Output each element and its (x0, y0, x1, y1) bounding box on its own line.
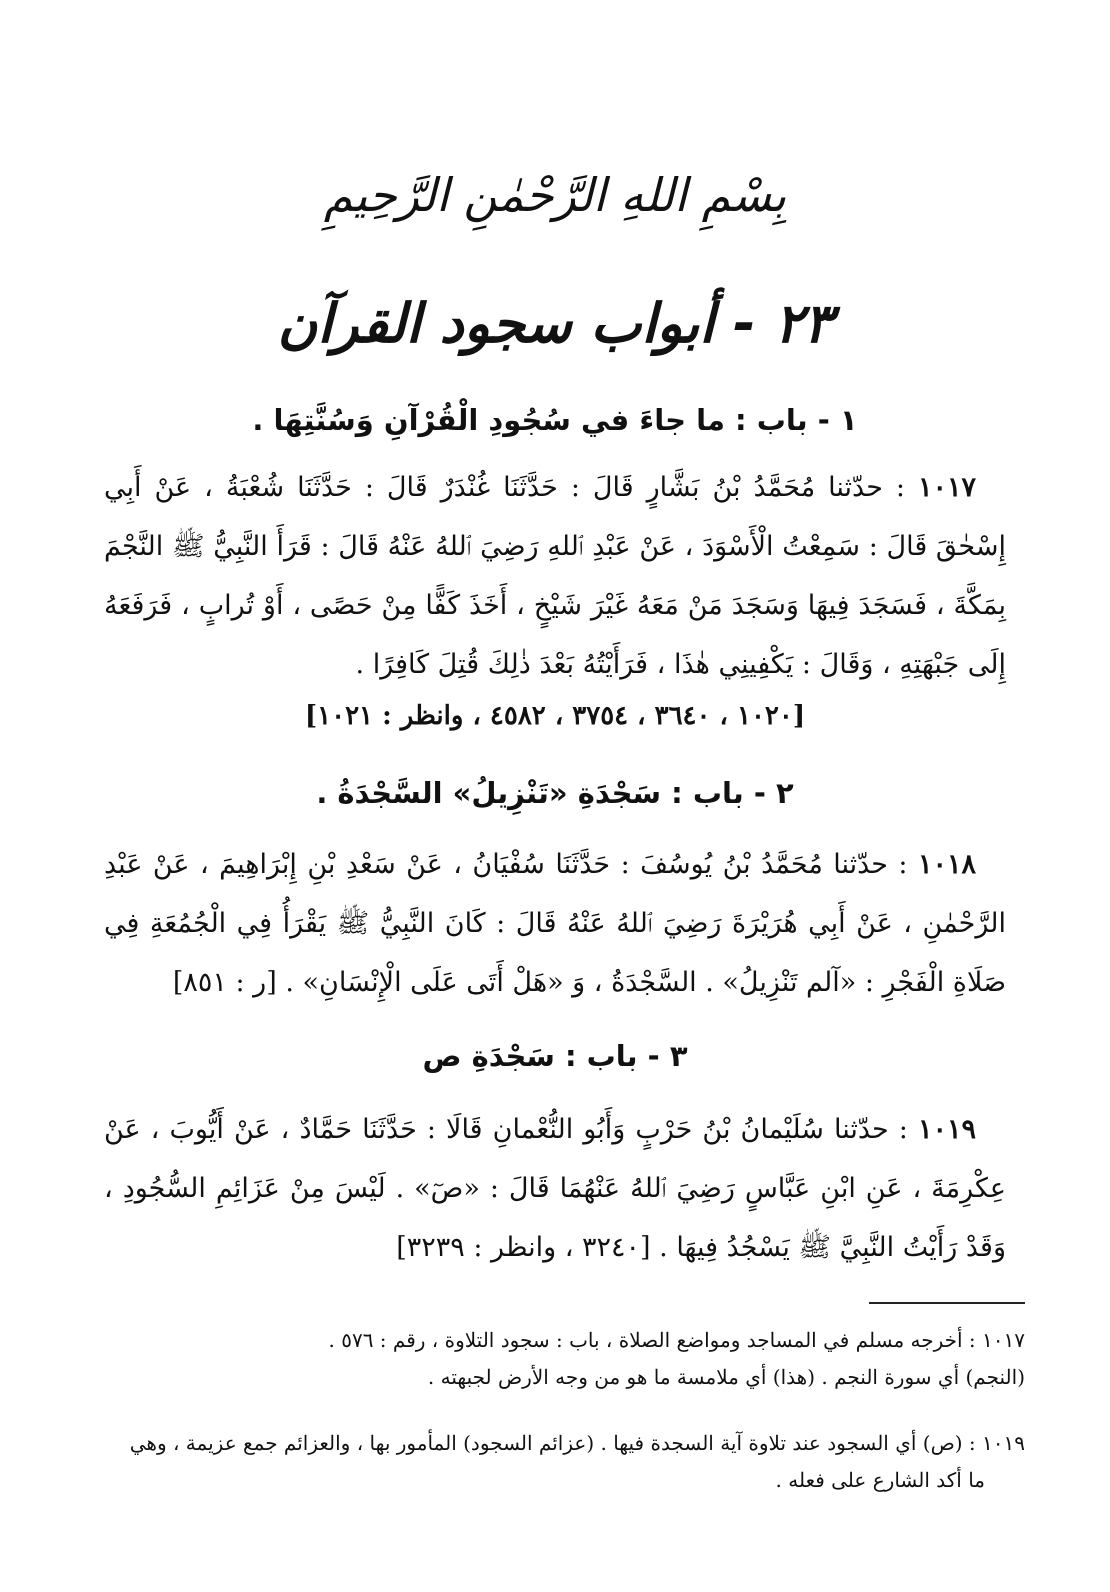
hadith-1018 (104, 835, 1006, 1012)
hadith-1017-references: [١٠٢٠ ، ٣٦٤٠ ، ٣٧٥٤ ، ٤٥٨٢ ، وانظر : ١٠٢١] (304, 701, 806, 731)
hadith-text: : حدّثنا مُحَمَّدُ بْنُ يُوسُفَ : حَدَّثَنَا سُفْيَانُ ، عَنْ سَعْدِ بْنِ إِبْرَاهِيمَ ، عَنْ عَبْدِ الرَّحْمٰنِ ، عَنْ أَبِي هُرَيْرَةَ رَضِيَ ٱللهُ عَنْهُ قَالَ : كَانَ النَّبِيُّ ﷺ يَقْرَأُ فِي الْجُمُعَةِ فِي صَلَاةِ الْفَجْرِ : «آلم تَنْزِيلُ» . السَّجْدَةُ ، وَ «هَلْ أَتَى عَلَى الْإِنْسَانِ» . [ر : ٨٥١] (104, 849, 1006, 998)
basmala-heading: بِسْمِ اللهِ الرَّحْمٰنِ الرَّحِيمِ (323, 168, 787, 222)
chapter-1-title: ١ - باب : ما جاءَ في سُجُودِ الْقُرْآنِ وَسُنَّتِهَا . (252, 403, 858, 437)
hadith-number: ١٠١٩ (917, 1114, 976, 1145)
footnote-1019 (104, 1425, 1025, 1499)
chapter-3-title: ٣ - باب : سَجْدَةِ ص (422, 1039, 688, 1073)
hadith-number: ١٠١٧ (917, 472, 976, 503)
footnote-line: ١٠١٩ : (ص) أي السجود عند تلاوة آية السجدة فيها . (عزائم السجود) المأمور بها ، والعزائم جمع عزيمة ، وهي (129, 1431, 1025, 1455)
footnote-line: ما أكد الشارع على فعله . (775, 1468, 985, 1492)
book-title: ٢٣ - أبواب سجود القرآن (277, 292, 833, 355)
footnote-separator (869, 1302, 1025, 1304)
footnote-line: ١٠١٧ : أخرجه مسلم في المساجد ومواضع الصلاة ، باب : سجود التلاوة ، رقم : ٥٧٦ . (328, 1328, 1025, 1352)
hadith-1019 (104, 1100, 1006, 1277)
footnote-line: (النجم) أي سورة النجم . (هذا) أي ملامسة ما هو من وجه الأرض لجبهته . (427, 1365, 1025, 1389)
hadith-text: : حدّثنا مُحَمَّدُ بْنُ بَشَّارٍ قَالَ : حَدَّثَنَا غُنْدَرٌ قَالَ : حَدَّثَنَا شُعْبَةُ ، عَنْ أَبِي إِسْحٰقَ قَالَ : سَمِعْتُ الْأَسْوَدَ ، عَنْ عَبْدِ ٱللهِ رَضِيَ ٱللهُ عَنْهُ قَالَ : قَرَأَ النَّبِيُّ ﷺ النَّجْمَ بِمَكَّةَ ، فَسَجَدَ فِيهَا وَسَجَدَ مَنْ مَعَهُ غَيْرَ شَيْخٍ ، أَخَذَ كَفًّا مِنْ حَصًى ، أَوْ تُرابٍ ، فَرَفَعَهُ إِلَى جَبْهَتِهِ ، وَقَالَ : يَكْفِينِي هٰذَا ، فَرَأَيْتُهُ بَعْدَ ذٰلِكَ قُتِلَ كَافِرًا . (104, 472, 1006, 680)
footnote-1017 (104, 1322, 1025, 1396)
hadith-1017 (104, 458, 1006, 694)
chapter-2-title: ٢ - باب : سَجْدَةِ «تَنْزِيلُ» السَّجْدَةُ . (316, 776, 794, 810)
hadith-text: : حدّثنا سُلَيْمانُ بْنُ حَرْبٍ وَأَبُو النُّعْمانِ قَالَا : حَدَّثَنَا حَمَّادٌ ، عَنْ أَيُّوبَ ، عَنْ عِكْرِمَةَ ، عَنِ ابْنِ عَبَّاسٍ رَضِيَ ٱللهُ عَنْهُمَا قَالَ : «صٓ» . لَيْسَ مِنْ عَزَائِمِ السُّجُودِ ، وَقَدْ رَأَيْتُ النَّبِيَّ ﷺ يَسْجُدُ فِيهَا . [٣٢٤٠ ، وانظر : ٣٢٣٩] (104, 1114, 1006, 1263)
hadith-number: ١٠١٨ (917, 849, 976, 880)
